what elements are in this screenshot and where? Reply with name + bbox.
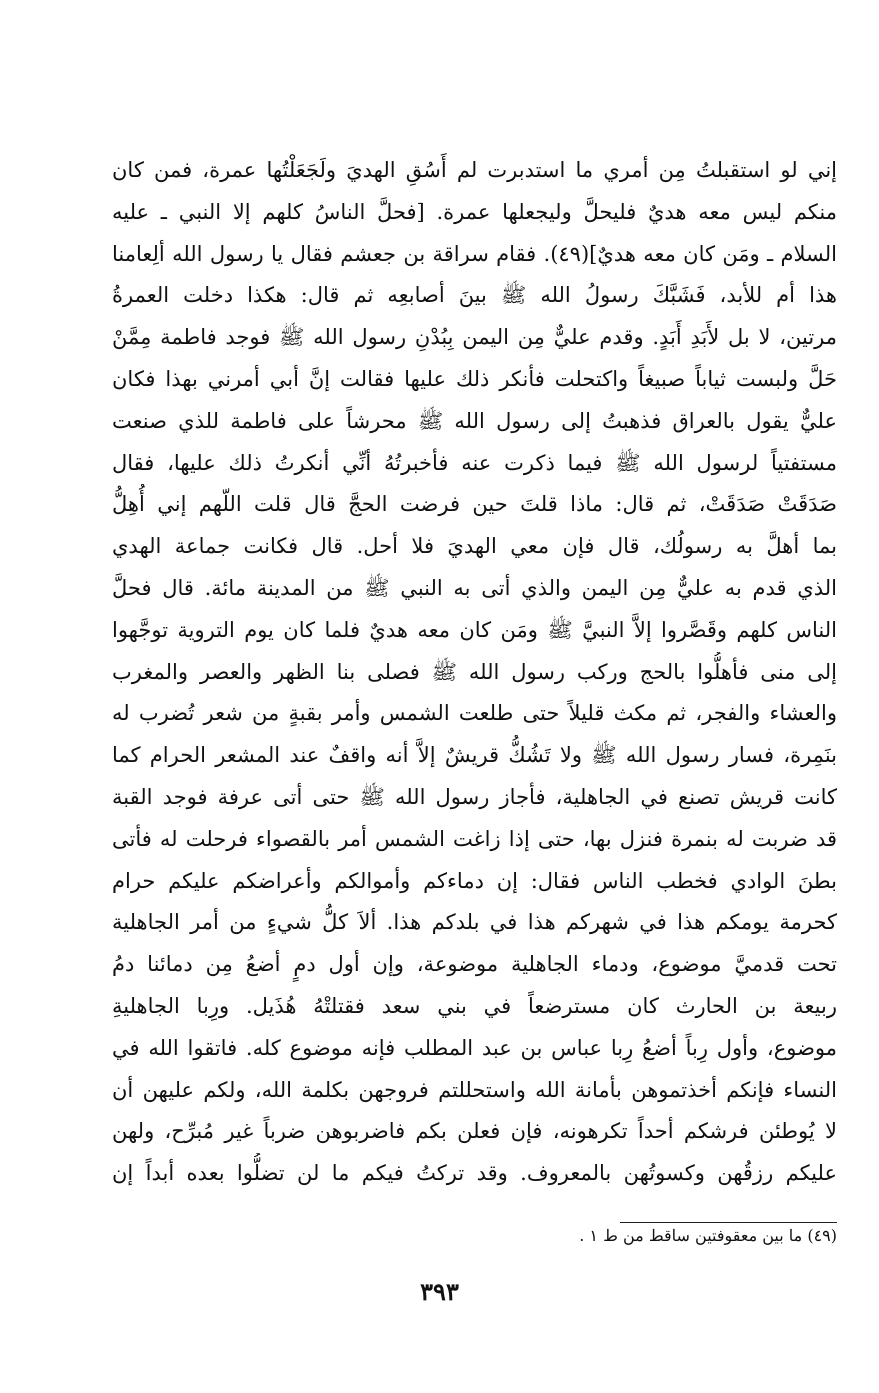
text-line: والعشاء والفجر، ثم مكث قليلاً حتى طلعت الشمس وأمر بقبةٍ من شعر تُضرب له <box>112 701 837 726</box>
text-line: السلام ـ ومَن كان معه هديٌ](٤٩). فقام سراقة بن جعشم فقال يا رسول الله ألِعامنا <box>112 241 837 266</box>
page-number: ٣٩٣ <box>420 1277 459 1306</box>
text-line: بطنَ الوادي فخطب الناس فقال: إن دماءكم وأموالكم وأعراضكم عليكم حرام <box>112 868 837 893</box>
text-line: حَلَّ ولبست ثياباً صبيغاً واكتحلت فأنكر ذلك عليها فقالت إنَّ أبي أمرني بهذا فكان <box>112 366 837 391</box>
text-line: ربيعة بن الحارث كان مسترضعاً في بني سعد فقتلتْهُ هُذَيل. ورِبا الجاهليةِ <box>112 993 837 1018</box>
text-line: الناس كلهم وقَصَّروا إلاَّ النبيَّ ﷺ ومَن كان معه هديٌ فلما كان يوم التروية توجَّهوا <box>112 617 837 642</box>
text-line: صَدَقَتْ صَدَقَتْ، ثم قال: ماذا قلتَ حين فرضت الحجَّ قال قلت اللّهم إني أُهِلُّ <box>112 492 837 517</box>
text-line: هذا أم للأبد، فَشَبَّكَ رسولُ الله ﷺ بينَ أصابعِه ثم قال: هكذا دخلت العمرةُ <box>112 283 837 308</box>
text-line: النساء فإنكم أخذتموهن بأمانة الله واستحللتم فروجهن بكلمة الله، ولكم عليهن أن <box>112 1077 837 1102</box>
text-line: مرتين، لا بل لأَبَدِ أَبَدٍ. وقدم عليٌّ مِن اليمن بِبُدْنِ رسول الله ﷺ فوجد فاطمة مِمَّنْ <box>112 325 837 350</box>
text-line: قد ضربت له بنمرة فنزل بها، حتى إذا زاغت الشمس أمر بالقصواء فرحلت له فأتى <box>112 826 837 851</box>
text-line: عليٌّ يقول بالعراق فذهبتُ إلى رسول الله ﷺ محرشاً على فاطمة للذي صنعت <box>112 408 837 433</box>
text-line: موضوع، وأول رِباً أضعُ رِبا عباس بن عبد المطلب فإنه موضوع كله. فاتقوا الله في <box>112 1035 837 1060</box>
text-line: بما أهلَّ به رسولُك، قال فإن معي الهديَ فلا أحل. قال فكانت جماعة الهدي <box>112 534 837 559</box>
text-line: مستفتياً لرسول الله ﷺ فيما ذكرت عنه فأخبرتُهُ أنِّي أنكرتُ ذلك عليها، فقال <box>112 450 837 475</box>
text-line: إلى منى فأهلُّوا بالحج وركب رسول الله ﷺ فصلى بنا الظهر والعصر والمغرب <box>112 659 837 684</box>
text-line: إني لو استقبلتُ مِن أمري ما استدبرت لم أَسُقِ الهديَ ولَجَعَلْتُها عمرة، فمن كان <box>112 158 837 182</box>
text-line: كحرمة يومكم هذا في شهركم هذا في بلدكم هذا. ألاَ كلُّ شيءٍ من أمر الجاهلية <box>112 910 837 935</box>
text-line: تحت قدميَّ موضوع، ودماء الجاهلية موضوعة، وإن أول دمٍ أضعُ مِن دمائنا دمُ <box>112 952 837 977</box>
text-line: منكم ليس معه هديٌ فليحلَّ وليجعلها عمرة. [فحلَّ الناسُ كلهم إلا النبي ـ عليه <box>112 199 837 224</box>
text-line: الذي قدم به عليٌّ مِن اليمن والذي أتى به النبي ﷺ من المدينة مائة. قال فحلَّ <box>112 575 837 600</box>
text-line: لا يُوطئن فرشكم أحداً تكرهونه، فإن فعلن بكم فاضربوهن ضرباً غير مُبرِّح، ولهن <box>112 1119 837 1144</box>
footnote: (٤٩) ما بين معقوفتين ساقط من ط ١ . <box>579 1226 837 1245</box>
text-line: عليكم رزقُهن وكسوتُهن بالمعروف. وقد تركتُ فيكم ما لن تضلُّوا بعده أبداً إن <box>112 1161 837 1186</box>
text-line: كانت قريش تصنع في الجاهلية، فأجاز رسول الله ﷺ حتى أتى عرفة فوجد القبة <box>112 784 837 809</box>
text-line: بنَمِرة، فسار رسول الله ﷺ ولا تَشُكُّ قريشٌ إلاَّ أنه واقفٌ عند المشعر الحرام كما <box>112 743 837 768</box>
body-text <box>112 150 837 1195</box>
